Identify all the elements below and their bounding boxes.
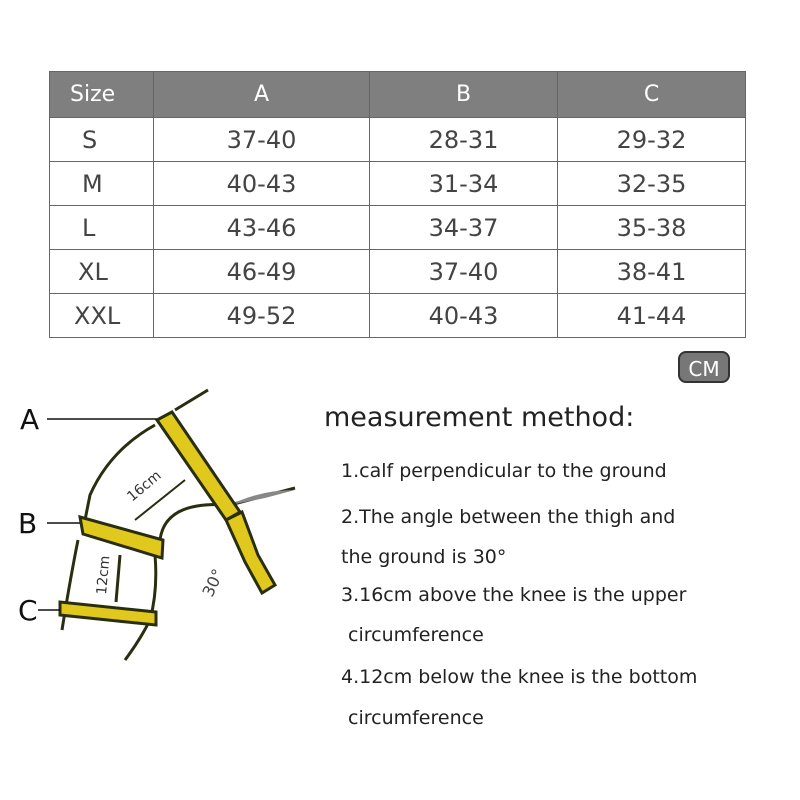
dist-upper: 16cm: [124, 467, 165, 506]
label-c: C: [18, 594, 38, 627]
measure-cell: 29-32: [558, 118, 746, 162]
table-row: [50, 206, 746, 250]
size-chart-table: [49, 71, 746, 338]
label-a: A: [20, 403, 40, 436]
size-cell: XL: [50, 250, 154, 294]
arrow-lower-icon: [116, 555, 120, 602]
size-cell: XXL: [50, 294, 154, 338]
measure-cell: 32-35: [558, 162, 746, 206]
tape-a-icon: [157, 412, 275, 593]
measure-cell: 43-46: [154, 206, 370, 250]
header-b: B: [370, 72, 558, 118]
tape-c-icon: [60, 602, 156, 625]
unit-badge: CM: [678, 351, 730, 383]
measure-cell: 35-38: [558, 206, 746, 250]
method-line-5: circumference: [348, 624, 484, 646]
tape-b-icon: [80, 517, 163, 558]
header-a: A: [154, 72, 370, 118]
measure-cell: 31-34: [370, 162, 558, 206]
header-c: C: [558, 72, 746, 118]
method-line-7: circumference: [348, 707, 484, 729]
measure-cell: 46-49: [154, 250, 370, 294]
method-line-3: the ground is 30°: [341, 546, 507, 568]
knee-measurement-diagram: [0, 380, 320, 680]
dist-lower: 12cm: [94, 554, 114, 596]
measure-cell: 37-40: [154, 118, 370, 162]
header-size: Size: [50, 72, 154, 118]
table-row: [50, 162, 746, 206]
method-line-2: 2.The angle between the thigh and: [341, 506, 676, 528]
method-line-1: 1.calf perpendicular to the ground: [341, 460, 667, 482]
method-line-4: 3.16cm above the knee is the upper: [341, 584, 687, 606]
measure-cell: 38-41: [558, 250, 746, 294]
size-cell: M: [50, 162, 154, 206]
measure-cell: 41-44: [558, 294, 746, 338]
table-row: [50, 250, 746, 294]
measure-cell: 40-43: [370, 294, 558, 338]
table-row: [50, 118, 746, 162]
measure-cell: 49-52: [154, 294, 370, 338]
measure-cell: 34-37: [370, 206, 558, 250]
table-row: [50, 294, 746, 338]
measure-cell: 37-40: [370, 250, 558, 294]
method-title: measurement method:: [324, 402, 635, 433]
method-line-6: 4.12cm below the knee is the bottom: [341, 666, 698, 688]
size-cell: S: [50, 118, 154, 162]
angle-label: 30°: [198, 565, 228, 600]
table-header-row: [50, 72, 746, 118]
measure-cell: 40-43: [154, 162, 370, 206]
measure-cell: 28-31: [370, 118, 558, 162]
leg-shadow: [230, 490, 295, 505]
size-cell: L: [50, 206, 154, 250]
label-b: B: [18, 507, 38, 540]
